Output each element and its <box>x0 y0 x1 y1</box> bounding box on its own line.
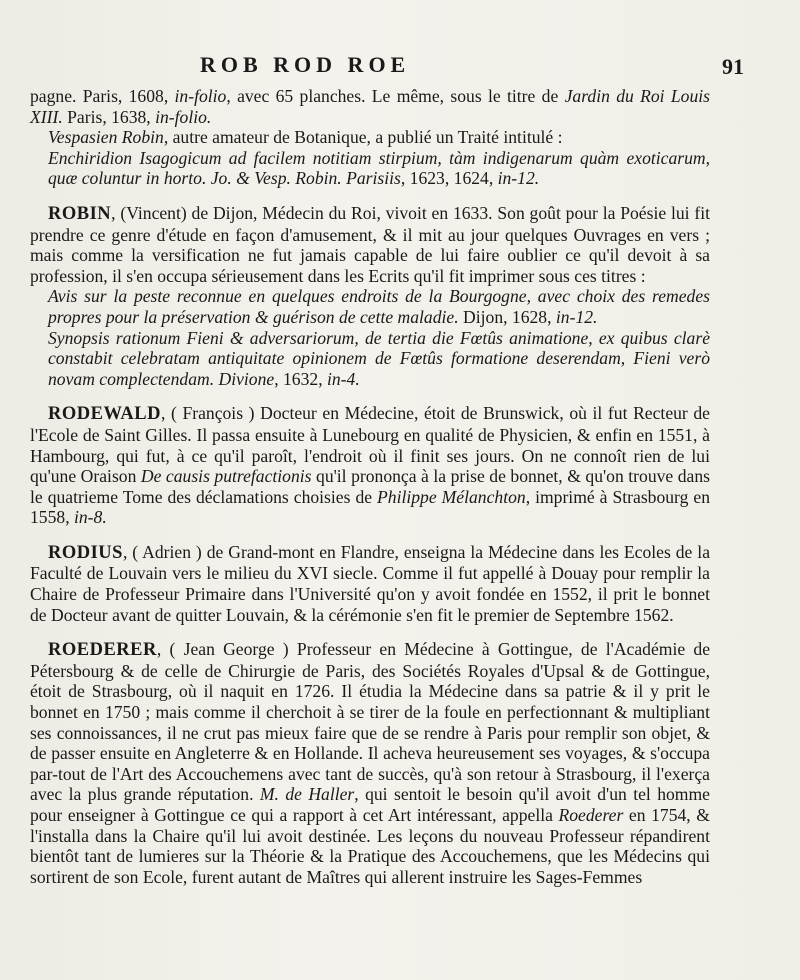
text-run: Dijon, 1628, <box>458 306 556 327</box>
text-run: De causis putrefactionis <box>140 466 312 487</box>
intro-paragraph-vespasien <box>30 127 710 148</box>
text-run: , 1632, <box>274 368 327 389</box>
entry-given-name: , ( Adrien ) <box>122 541 202 562</box>
page-number: 91 <box>722 54 744 79</box>
text-run: M. de Haller <box>259 784 355 805</box>
text-run: , autre amateur de Botanique, a publié un Traité intitulé : <box>163 127 563 148</box>
entry-name: ROBIN <box>48 203 112 224</box>
text-run: Enchiridion Isagogicum ad facilem notitiam stirpium, tàm indigenarum quàm exoticarum, quæ coluntur in horto. Jo. & Vesp. Robin. Parisiis <box>48 147 710 189</box>
text-run: in-folio. <box>155 106 212 127</box>
text-run: in-folio <box>174 86 227 106</box>
entry-given-name: , (Vincent) <box>111 202 187 223</box>
entry-text <box>30 639 710 887</box>
text-run: in-12. <box>497 168 540 189</box>
text-run: de Dijon, Médecin du Roi, vivoit en 1633. Son goût pour la Poésie lui fit prendre ce genre d'étude en façon d'amusement, & il mit au jour quelques Ouvrages en vers ; mais comme la versification ne fut jamais capable de lui faire oublier ce qu'il devoit à sa profession, il s'en occupa sérieusement dans les Ecrits qu'il fit imprimer sous ces titres : <box>30 202 711 286</box>
text-run: , 1623, 1624, <box>400 168 498 189</box>
entry-text <box>30 542 710 625</box>
text-run: Avis sur la peste reconnue en quelques endroits de la Bourgogne, avec choix des remedes propres pour la préservation & guérison de cette maladie. <box>48 286 710 327</box>
text-run: en 1754, & l'installa dans la Chaire qu'il lui avoit destinée. Les leçons du nouveau Professeur répandirent bientôt tant de lumieres sur la Théorie & la Pratique des Accouchemens, que les Médecins qui sortirent de son Ecole, furent autant de Maîtres qui allerent instruire les Sages-Femmes <box>30 805 710 887</box>
intro-paragraph <box>30 86 710 127</box>
page-body <box>30 86 710 887</box>
text-run: in-4. <box>326 368 360 389</box>
work-title <box>30 148 710 189</box>
entry-rodius <box>30 542 710 625</box>
text-run: , qui sentoit le besoin qu'il avoit d'un tel homme pour enseigner à Gottingue ce qui a rapport à cet Art intéressant, appella <box>30 784 710 825</box>
text-run: , avec 65 planches. Le même, sous le titre de <box>226 86 565 106</box>
text-run: Professeur en Médecine à Gottingue, de l'Académie de Pétersbourg & de celle de Chirurgie de Paris, des Sociétés Royales d'Upsal & de Gottingue, étoit de Strasbourg, où il naquit en 1726. Il étudia la Médecine dans sa patrie & il y prit le bonnet en 1750 ; mais comme il cherchoit à se tirer de la foule en perfectionnant & multipliant ses connoissances, il ne crut pas mieux faire que de se rendre à Paris pour remplir son objet, & de passer ensuite en Angleterre & en Hollande. Il acheva heureusement ses voyages, & s'occupa par-tout de l'Art des Accouchemens avec tant de succès, qu'à son retour à Strasbourg, il l'exerça avec la plus grande réputation. <box>30 639 710 805</box>
entry-given-name: , ( François ) <box>160 403 255 424</box>
page-header <box>0 52 800 86</box>
entry-name: RODEWALD <box>48 404 161 425</box>
text-run: Synopsis rationum Fieni & adversariorum, de tertia die Fœtûs animatione, ex quibus clarè constabit celebratam antiquitate opinionem de Fœtûs formatione deserendam, Fieni verò novam complectendam. Divione <box>48 327 710 389</box>
text-run: Philippe Mélanchton <box>377 486 526 507</box>
text-run: in-8. <box>73 507 107 528</box>
text-run: qu'il prononça à la prise de bonnet, & qu'on trouve dans le quatrieme Tome des déclamations choisies de <box>30 466 710 507</box>
text-run: pagne. Paris, 1608, <box>30 86 175 106</box>
entry-name: ROEDERER <box>48 640 157 661</box>
running-head: ROB ROD ROE <box>200 52 411 77</box>
text-run: Vespasien Robin <box>48 127 164 148</box>
text-run: , imprimé à Strasbourg en 1558, <box>30 486 710 528</box>
entry-rodewald <box>30 403 710 528</box>
text-run: Roederer <box>558 805 624 825</box>
work-title <box>30 286 710 327</box>
entry-robin <box>30 203 710 389</box>
text-run: Jardin du Roi Louis XIII. <box>30 86 710 127</box>
text-run: Paris, 1638, <box>62 106 156 127</box>
text-run: in-12. <box>555 306 598 327</box>
entry-name: RODIUS <box>48 542 123 563</box>
entry-text <box>30 403 710 528</box>
text-run: Docteur en Médecine, étoit de Brunswick, où il fut Recteur de l'Ecole de Saint Gilles. Il passa ensuite à Lunebourg en qualité de Physicien, & enfin en 1551, à Hambourg, qui fut, à ce qu'il paroît, l'endroit où il finit ses jours. On ne connoît rien de lui qu'une Oraison <box>30 403 710 487</box>
text-run: de Grand-mont en Flandre, enseigna la Médecine dans les Ecoles de la Faculté de Louvain vers le milieu du XVI siecle. Comme il fut appellé à Douay pour remplir la Chaire de Professeur Primaire dans l'Université qu'on y avoit fondée en 1552, il prit le bonnet de Docteur avant de quitter Louvain, & la cérémonie s'en fit le premier de Septembre 1562. <box>30 541 711 625</box>
work-title <box>30 328 710 390</box>
entry-text <box>30 203 710 286</box>
entry-given-name: , ( Jean George ) <box>156 639 289 660</box>
entry-roederer <box>30 639 710 887</box>
